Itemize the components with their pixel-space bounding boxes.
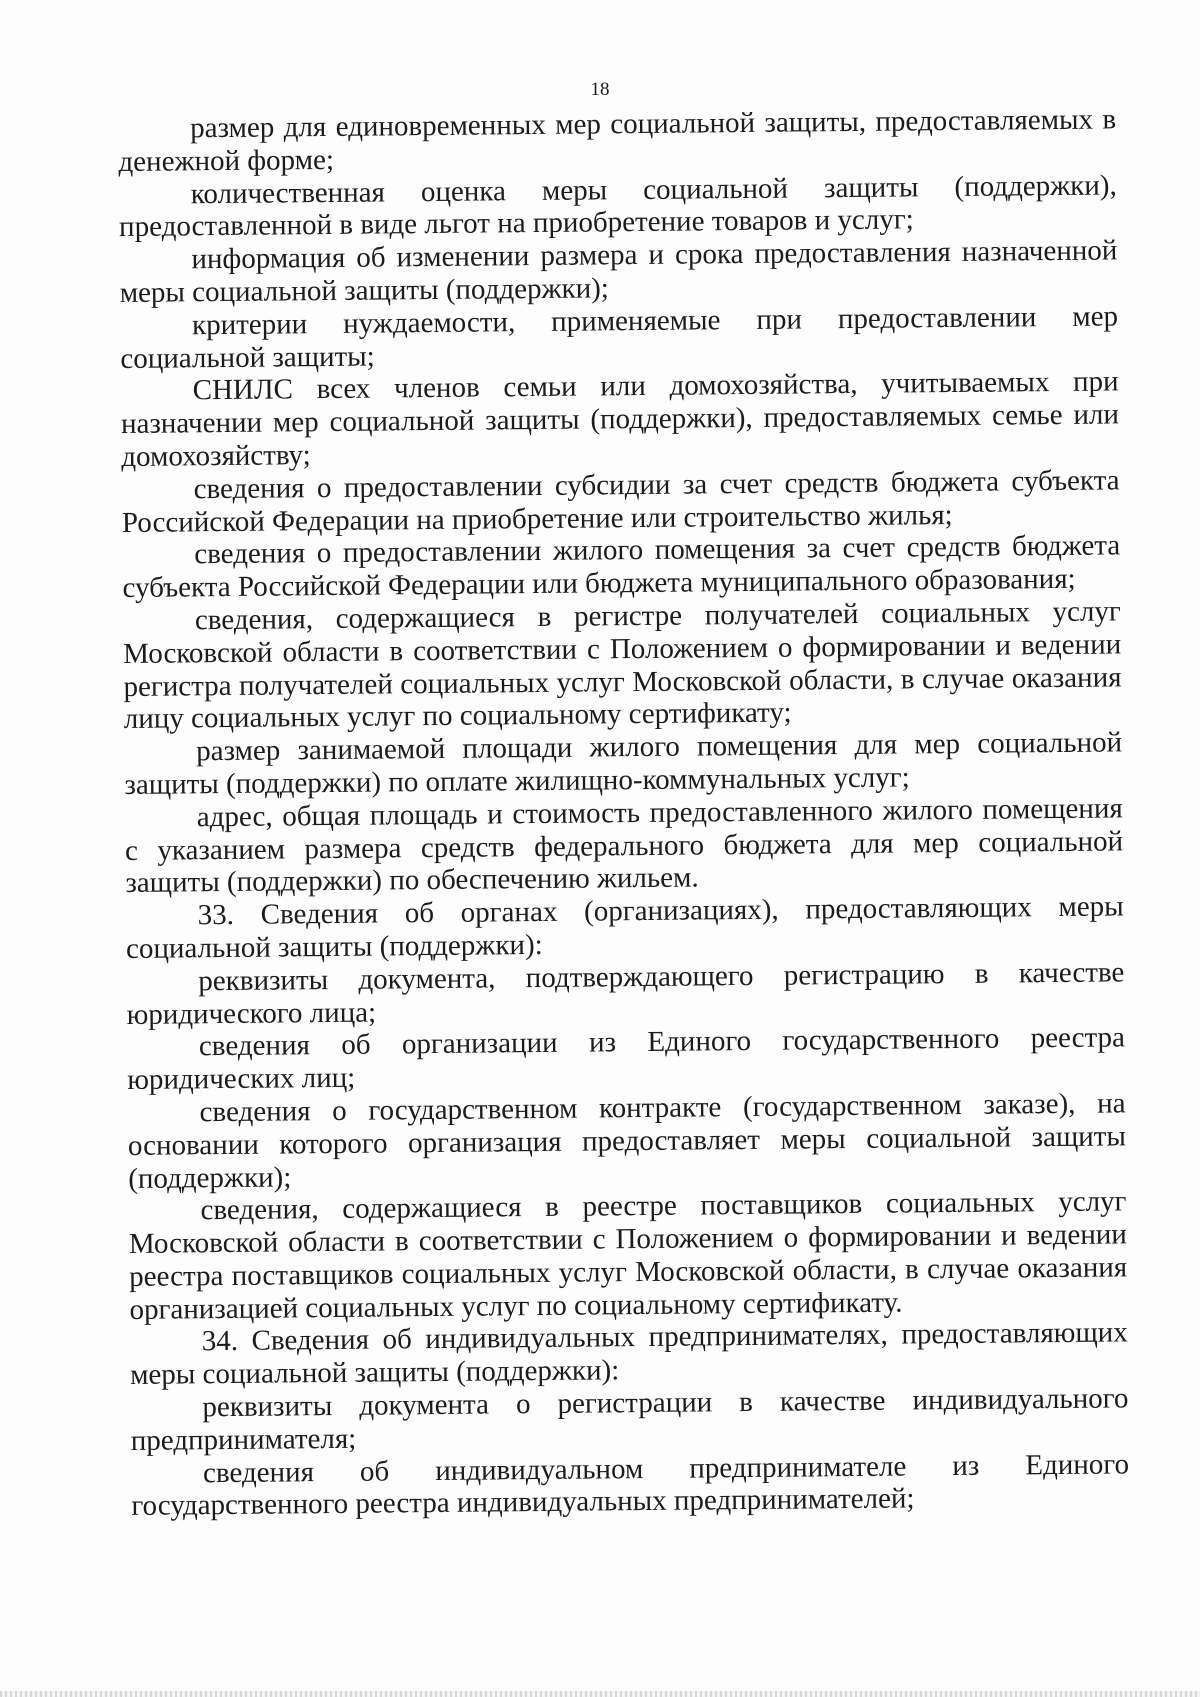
scan-edge — [0, 1691, 1200, 1697]
paragraph: реквизиты документа о регистрации в качестве индивидуального предпринимателя; — [130, 1382, 1129, 1457]
paragraph: сведения о предоставлении жилого помещения за счет средств бюджета субъекта Российской Федерации или бюджета муниципального образования; — [122, 529, 1121, 605]
section-heading-34: 34. Сведения об индивидуальных предпринимателях, предоставляющих меры социальной защиты (поддержки): — [129, 1316, 1128, 1392]
paragraph: сведения, содержащиеся в реестре поставщиков социальных услуг Московской области в соответствии с Положением о формировании и ведении реестра поставщиков социальных услуг Московской области, в случае оказания организацией социальных услуг по социальному сертификату. — [128, 1185, 1128, 1326]
paragraph: размер занимаемой площади жилого помещения для мер социальной защиты (поддержки) по оплате жилищно-коммунальных услуг; — [124, 726, 1123, 801]
paragraph: сведения об организации из Единого государственного реестра юридических лиц; — [127, 1021, 1126, 1097]
paragraph: критерии нуждаемости, применяемые при предоставлении мер социальной защиты; — [120, 300, 1119, 375]
paragraph: СНИЛС всех членов семьи или домохозяйства, учитываемых при назначении мер социальной защиты (поддержки), предоставляемых семье или домохозяйству; — [120, 365, 1120, 473]
paragraph: сведения о предоставлении субсидии за счет средств бюджета субъекта Российской Федерации на приобретение или строительство жилья; — [121, 464, 1120, 539]
paragraph: адрес, общая площадь и стоимость предоставленного жилого помещения с указанием размера средств федерального бюджета для мер социальной защиты (поддержки) по обеспечению жильем. — [124, 792, 1124, 900]
document-body — [118, 103, 1129, 1523]
paragraph: сведения о государственном контракте (государственном заказе), на основании которого организация предоставляет меры социальной защиты (поддержки); — [127, 1087, 1127, 1195]
section-heading-33: 33. Сведения об органах (организациях), предоставляющих меры социальной защиты (поддержки): — [125, 890, 1124, 965]
paragraph: сведения, содержащиеся в регистре получателей социальных услуг Московской области в соответствии с Положением о формировании и ведении регистра получателей социальных услуг Московской области, в случае оказания лицу социальных услуг по социальному сертификату; — [123, 595, 1122, 736]
paragraph: количественная оценка меры социальной защиты (поддержки), предоставленной в виде льгот на приобретение товаров и услуг; — [118, 169, 1117, 244]
page-number: 18 — [590, 79, 610, 100]
paragraph: информация об изменении размера и срока предоставления назначенной меры социальной защиты (поддержки); — [119, 234, 1118, 309]
paragraph: реквизиты документа, подтверждающего регистрацию в качестве юридического лица; — [126, 956, 1125, 1031]
paragraph: сведения об индивидуальном предпринимателе из Единого государственного реестра индивидуальных предпринимателей; — [131, 1448, 1130, 1523]
paragraph: размер для единовременных мер социальной защиты, предоставляемых в денежной форме; — [118, 103, 1117, 178]
